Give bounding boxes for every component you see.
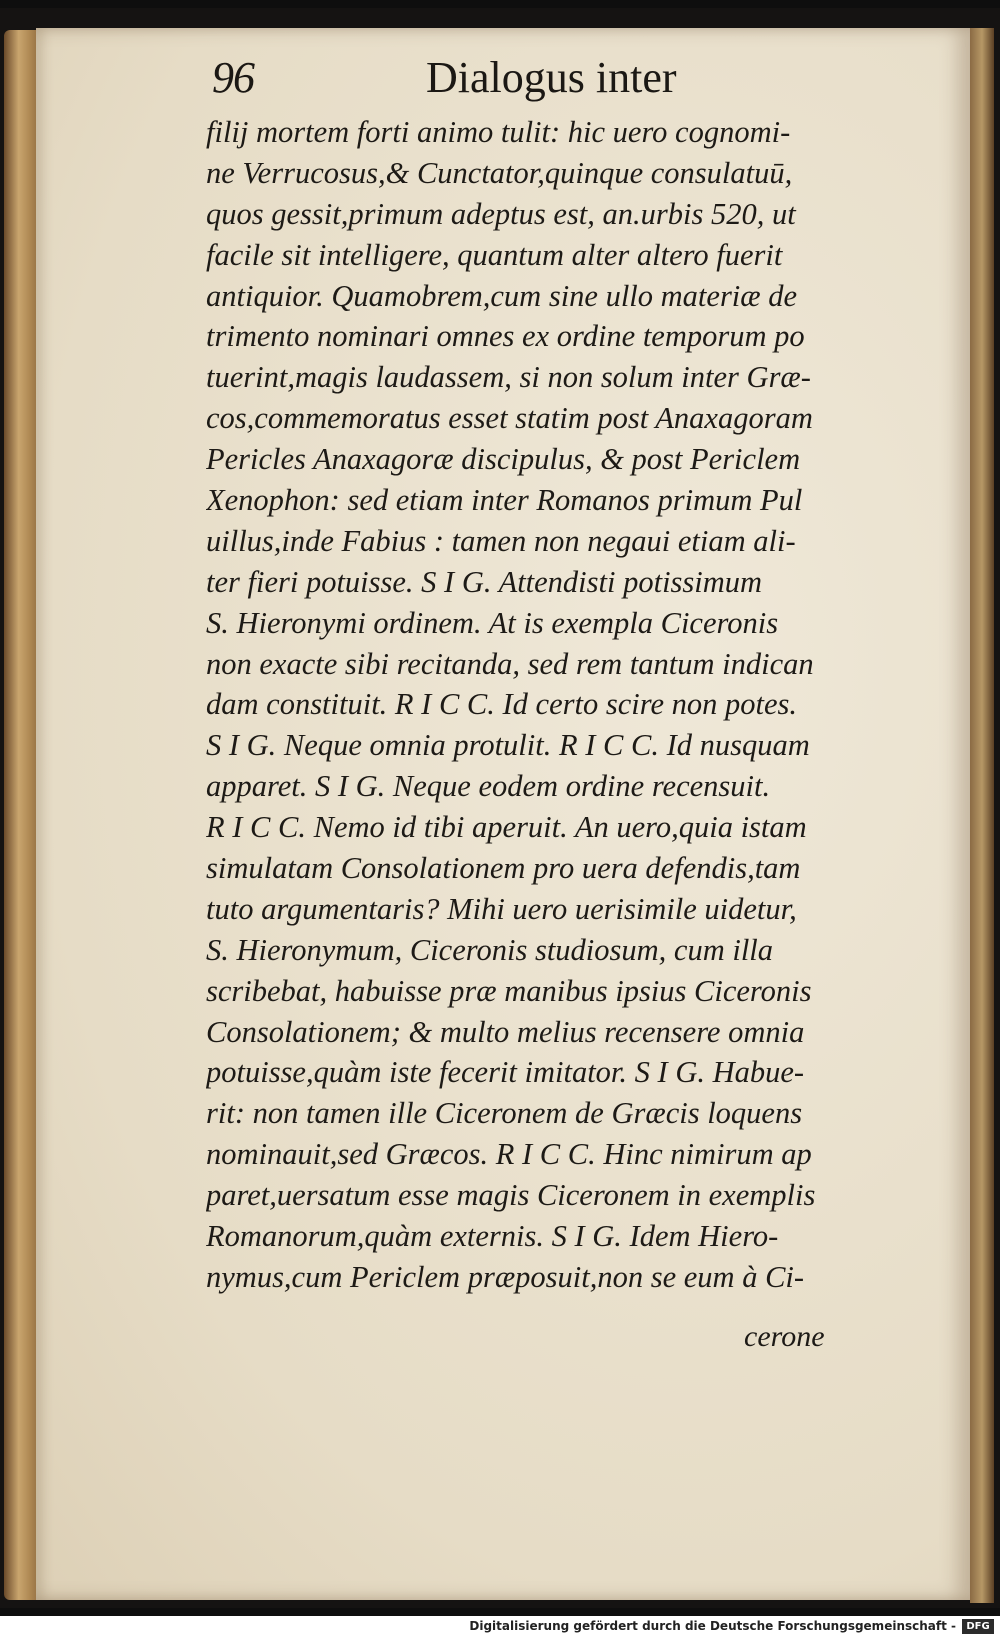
text-line: S. Hieronymi ordinem. At is exempla Ciceronis (206, 605, 779, 640)
catchword: cerone (744, 1320, 825, 1353)
text-line: tuerint,magis laudassem, si non solum inter Græ- (206, 360, 811, 395)
body-text (206, 112, 906, 1298)
text-line: rit: non tamen ille Ciceronem de Græcis loquens (206, 1096, 803, 1131)
text-line: paret,uersatum esse magis Ciceronem in exemplis (206, 1178, 816, 1213)
running-head: Dialogus inter (426, 53, 677, 102)
text-line: antiquior. Quamobrem,cum sine ullo materiæ de (206, 278, 798, 313)
page-number: 96 (212, 53, 254, 102)
text-line: tuto argumentaris? Mihi uero uerisimile uidetur, (206, 891, 797, 926)
text-line: non exacte sibi recitanda, sed rem tantum indican (206, 646, 814, 681)
text-line: trimento nominari omnes ex ordine temporum po (206, 319, 805, 354)
text-line: filij mortem forti animo tulit: hic uero cognomi- (206, 115, 791, 149)
dfg-logo: DFG (962, 1619, 994, 1634)
text-line: scribebat, habuisse præ manibus ipsius Ciceronis (206, 973, 812, 1008)
text-line: Romanorum,quàm externis. S I G. Idem Hiero- (206, 1219, 779, 1254)
page-edges-right (970, 28, 994, 1603)
text-line: dam constituit. R I C C. Id certo scire non potes. (206, 687, 798, 722)
text-line: quos gessit,primum adeptus est, an.urbis 520, ut (206, 196, 796, 231)
footer-credit: Digitalisierung gefördert durch die Deutsche Forschungsgemeinschaft - (469, 1619, 956, 1633)
text-line: apparet. S I G. Neque eodem ordine recensuit. (206, 769, 771, 804)
text-line: uillus,inde Fabius : tamen non negaui etiam ali- (206, 523, 796, 558)
text-line: ter fieri potuisse. S I G. Attendisti potissimum (206, 564, 763, 599)
text-line: facile sit intelligere, quantum alter altero fuerit (206, 237, 783, 272)
text-line: Pericles Anaxagoræ discipulus, & post Periclem (206, 442, 801, 477)
text-line: simulatam Consolationem pro uera defendis,tam (206, 851, 801, 886)
text-line: S I G. Neque omnia protulit. R I C C. Id nusquam (206, 728, 810, 763)
page-header (212, 52, 732, 116)
text-line: potuisse,quàm iste fecerit imitator. S I G. Habue- (206, 1055, 805, 1090)
text-line: cos,commemoratus esset statim post Anaxagoram (206, 401, 813, 436)
text-line: Consolationem; & multo melius recensere omnia (206, 1014, 805, 1049)
text-line: nominauit,sed Græcos. R I C C. Hinc nimirum ap (206, 1137, 812, 1172)
text-line: nymus,cum Periclem præposuit,non se eum à Ci- (206, 1259, 805, 1294)
text-line: ne Verrucosus,& Cunctator,quinque consulatuū, (206, 155, 793, 190)
digitization-footer (0, 1616, 1000, 1638)
text-line: S. Hieronymum, Ciceronis studiosum, cum illa (206, 932, 774, 967)
text-line: R I C C. Nemo id tibi aperuit. An uero,quia istam (206, 810, 807, 845)
text-line: Xenophon: sed etiam inter Romanos primum Pul (206, 483, 803, 518)
